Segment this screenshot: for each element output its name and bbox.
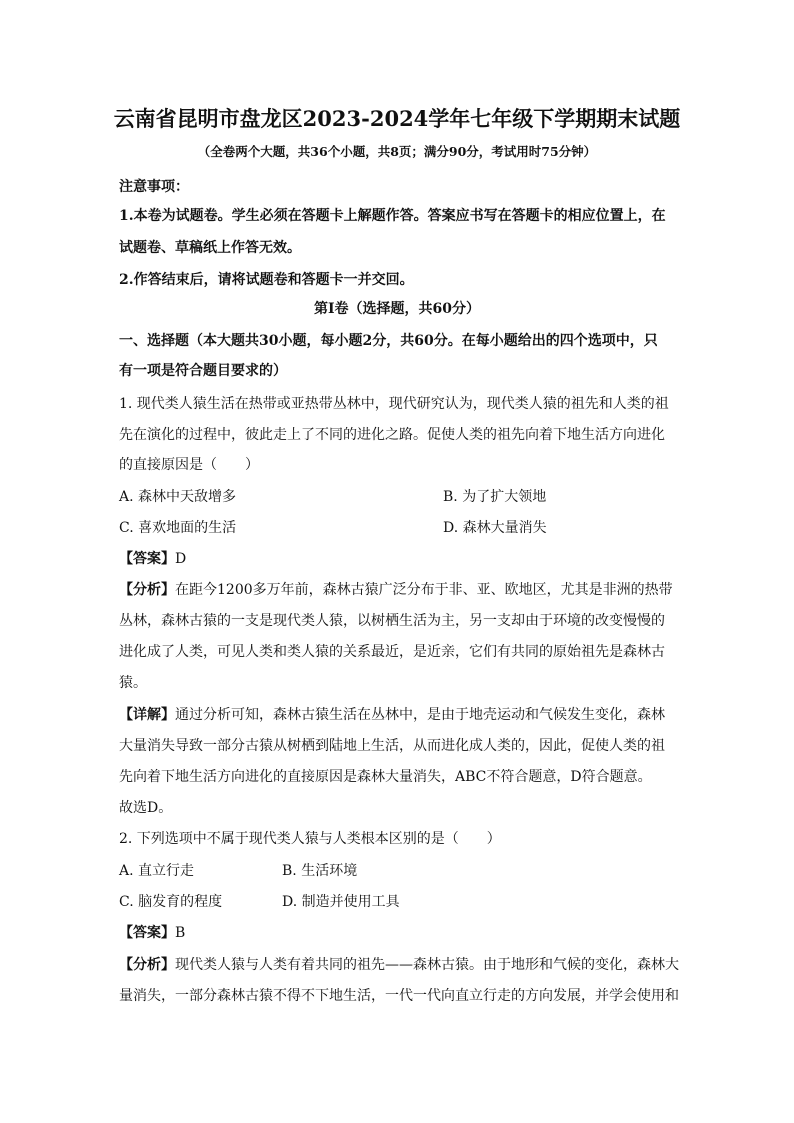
q2-answer-label: 【答案】 [119, 925, 175, 941]
q1-analysis-text-1: 在距今1200多万年前，森林古猿广泛分布于非、亚、欧地区，尤其是非洲的热带 [175, 582, 673, 598]
notes-line-2: 试题卷、草稿纸上作答无效。 [119, 240, 301, 256]
page-title: 云南省昆明市盘龙区2023-2024学年七年级下学期期末试题 [113, 106, 681, 131]
volume-title: 第Ⅰ卷（选择题，共60分） [313, 301, 481, 317]
q1-detail-label: 【详解】 [119, 707, 175, 723]
q1-detail-2: 大量消失导致一部分古猿从树栖到陆地上生活，从而进化成人类的，因此，促使人类的祖 [119, 738, 665, 754]
q1-stem-1: 1. 现代类人猿生活在热带或亚热带丛林中，现代研究认为，现代类人猿的祖先和人类的祖 [119, 396, 669, 412]
q1-analysis-label: 【分析】 [119, 582, 175, 598]
notes-heading: 注意事项： [119, 179, 189, 195]
q1-detail-4: 故选D。 [119, 800, 173, 816]
q1-answer-value: D [175, 551, 187, 567]
q1-detail-3: 先向着下地生活方向进化的直接原因是森林大量消失，ABC不符合题意，D符合题意。 [119, 769, 652, 785]
q1-analysis-1 [119, 580, 679, 600]
part-instruction-1: 一、选择题（本大题共30小题，每小题2分，共60分。在每小题给出的四个选项中，只 [119, 333, 658, 349]
q1-answer [119, 549, 679, 569]
q1-detail-1 [119, 705, 679, 725]
q1-analysis-4: 猿。 [119, 675, 147, 691]
q2-stem: 2. 下列选项中不属于现代类人猿与人类根本区别的是（ ） [119, 831, 501, 847]
q2-analysis-text-1: 现代类人猿与人类有着共同的祖先——森林古猿。由于地形和气候的变化，森林大 [175, 957, 679, 973]
q1-option-c: C. 喜欢地面的生活 [119, 520, 237, 536]
notes-line-3: 2.作答结束后，请将试题卷和答题卡一并交回。 [119, 272, 414, 288]
q2-answer-value: B [175, 925, 186, 941]
q1-option-d: D. 森林大量消失 [443, 520, 547, 536]
q2-option-c: C. 脑发育的程度 [119, 894, 223, 910]
q1-analysis-3: 进化成了人类，可见人类和类人猿的关系最近，是近亲，它们有共同的原始祖先是森林古 [119, 644, 665, 660]
q1-stem-3: 的直接原因是（ ） [119, 457, 259, 473]
part-instruction-2: 有一项是符合题目要求的） [119, 363, 287, 379]
q2-answer [119, 923, 679, 943]
q2-option-b: B. 生活环境 [282, 863, 358, 879]
q1-analysis-2: 丛林，森林古猿的一支是现代类人猿，以树栖生活为主，另一支却由于环境的改变慢慢的 [119, 613, 665, 629]
q2-analysis-1 [119, 955, 679, 975]
notes-line-1: 1.本卷为试题卷。学生必须在答题卡上解题作答。答案应书写在答题卡的相应位置上，在 [119, 208, 666, 224]
q1-answer-label: 【答案】 [119, 551, 175, 567]
q1-detail-text-1: 通过分析可知，森林古猿生活在丛林中，是由于地壳运动和气候发生变化，森林 [175, 707, 665, 723]
q1-option-b: B. 为了扩大领地 [443, 489, 547, 505]
q2-option-a: A. 直立行走 [119, 863, 195, 879]
q2-analysis-2: 量消失，一部分森林古猿不得不下地生活，一代一代向直立行走的方向发展，并学会使用和 [119, 988, 679, 1004]
q2-option-d: D. 制造并使用工具 [282, 894, 400, 910]
q1-stem-2: 先在演化的过程中，彼此走上了不同的进化之路。促使人类的祖先向着下地生活方向进化 [119, 427, 665, 443]
q2-analysis-label: 【分析】 [119, 957, 175, 973]
exam-info: （全卷两个大题，共36个小题，共8页；满分90分，考试用时75分钟） [197, 144, 597, 159]
q1-option-a: A. 森林中天敌增多 [119, 489, 237, 505]
